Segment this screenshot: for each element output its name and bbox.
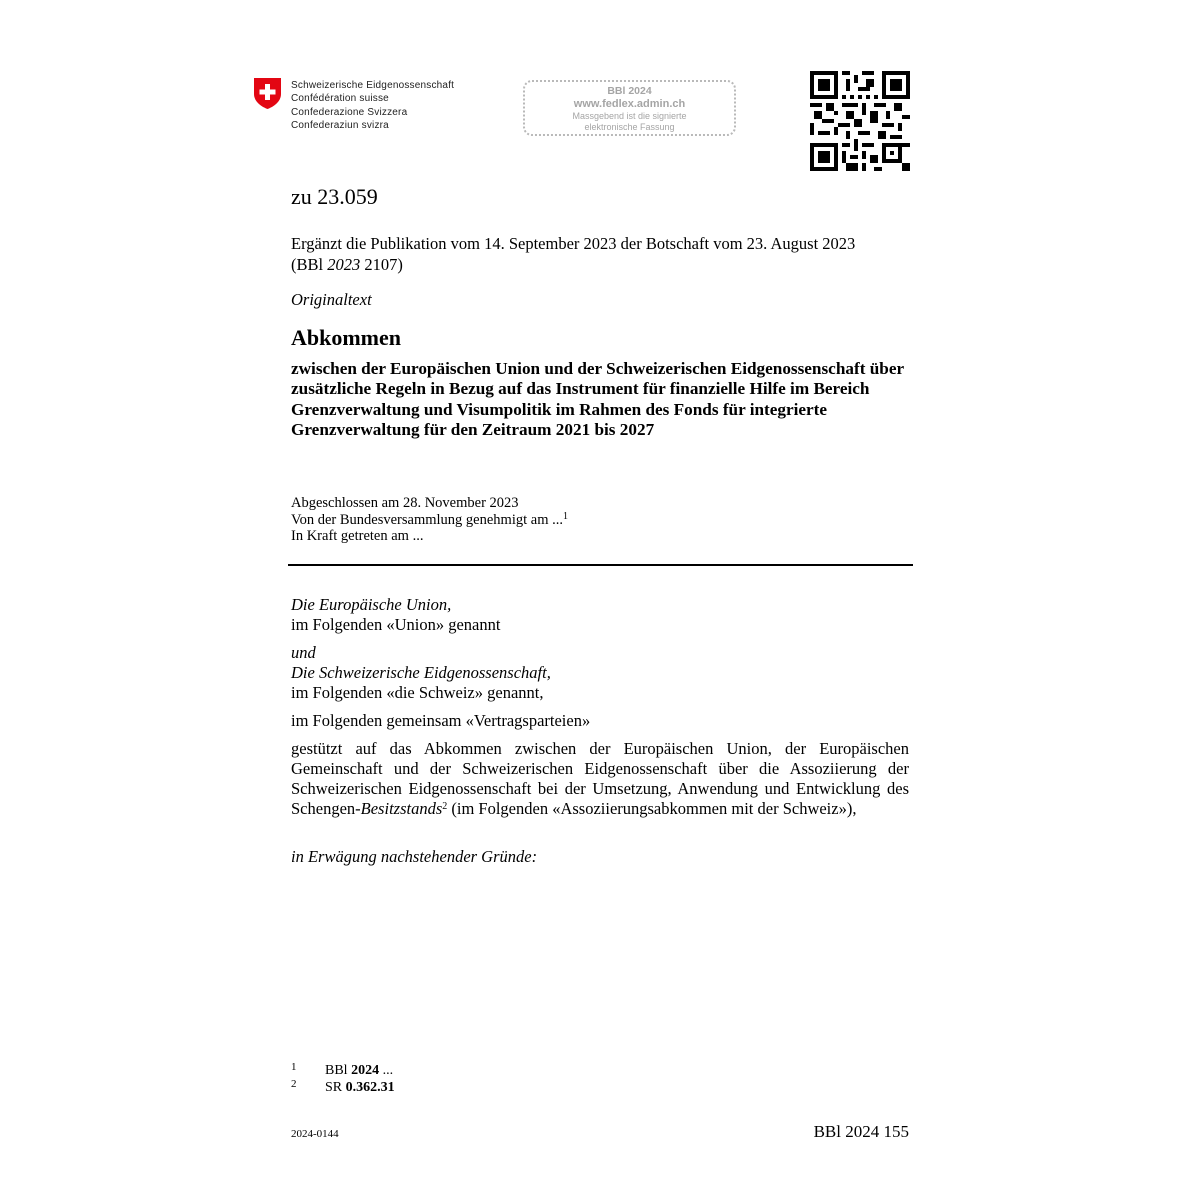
approval-text: Von der Bundesversammlung genehmigt am ... <box>291 511 563 528</box>
qr-code-icon <box>810 71 910 171</box>
document-code: 2024-0144 <box>291 1128 339 1140</box>
legal-basis <box>291 739 909 819</box>
footnote-2: 2 SR 0.362.31 <box>291 1078 395 1095</box>
footnote-1: 1 BBl 2024 ... <box>291 1061 394 1078</box>
approval-date <box>291 512 568 529</box>
party-union-note: im Folgenden «Union» genannt <box>291 615 501 634</box>
stamp-issue: BBl 2024 <box>607 85 652 97</box>
org-name-rm: Confederaziun svizra <box>291 119 389 131</box>
supplement-cite-open: (BBl <box>291 255 328 274</box>
considering-clause: in Erwägung nachstehender Gründe: <box>291 847 538 866</box>
document-reference: zu 23.059 <box>291 184 378 209</box>
conjunction-and: und <box>291 643 316 662</box>
party-switzerland-note: im Folgenden «die Schweiz» genannt, <box>291 683 544 702</box>
organization-names <box>291 79 454 132</box>
supplement-cite-year: 2023 <box>327 255 361 274</box>
org-name-it: Confederazione Svizzera <box>291 106 408 118</box>
party-union-name: Die Europäische Union, <box>291 595 452 614</box>
supplement-cite-close: 2107) <box>360 255 403 274</box>
divider <box>288 564 913 566</box>
concluded-date: Abgeschlossen am 28. November 2023 <box>291 495 519 511</box>
legal-basis-text-b: (im Folgenden «Assoziierungsabkommen mit der Schweiz»), <box>447 799 857 818</box>
footnote-bold: 0.362.31 <box>345 1080 395 1095</box>
swiss-cross-logo <box>253 77 282 110</box>
original-text-label: Originaltext <box>291 290 372 309</box>
stamp-note-2: elektronische Fassung <box>584 121 675 132</box>
party-union <box>291 595 909 635</box>
parties-jointly: im Folgenden gemeinsam «Vertragsparteien» <box>291 711 591 730</box>
page-reference: BBl 2024 155 <box>813 1122 909 1141</box>
stamp-note-1: Massgebend ist die signierte <box>572 111 687 121</box>
org-name-fr: Confédération suisse <box>291 93 389 105</box>
supplement-note <box>291 233 911 275</box>
legal-basis-text-a: gestützt auf das Abkommen zwischen der Europäischen Union, der Europäischen Gemeinschaft und der Schweizerischen Eidgenossenschaft über die Assoziierung der Schweizerischen Eidgenossenschaft bei der Umsetzung, Anwendung und Entwicklung des Schengen- <box>291 739 909 818</box>
document-title: Abkommen <box>291 325 402 350</box>
footnote-bold: 2024 <box>351 1063 380 1078</box>
footnote-ref-2[interactable]: 2 <box>442 801 448 812</box>
org-name-de: Schweizerische Eidgenossenschaft <box>291 80 455 91</box>
publication-stamp <box>523 80 736 136</box>
in-force-date: In Kraft getreten am ... <box>291 528 424 544</box>
stamp-url[interactable]: www.fedlex.admin.ch <box>573 98 686 110</box>
footnote-ref-1[interactable]: 1 <box>562 510 568 522</box>
legal-basis-italic: Besitzstands <box>360 799 443 818</box>
footnote-prefix: SR <box>325 1080 346 1095</box>
procedure-dates <box>291 495 568 545</box>
party-switzerland <box>291 643 909 703</box>
party-switzerland-name: Die Schweizerische Eidgenossenschaft, <box>291 663 551 682</box>
footnote-suffix: ... <box>379 1063 394 1078</box>
supplement-text: Ergänzt die Publikation vom 14. September 2023 der Botschaft vom 23. August 2023 <box>291 234 856 253</box>
footnote-prefix: BBl <box>325 1063 352 1078</box>
document-subtitle: zwischen der Europäischen Union und der Schweizerischen Eidgenossenschaft über zusätzliche Regeln in Bezug auf das Instrument für finanzielle Hilfe im Bereich Grenzverwaltung und Visumpolitik im Rahmen des Fonds für integrierte Grenzverwaltung für den Zeitraum 2021 bis 2027 <box>291 359 904 440</box>
